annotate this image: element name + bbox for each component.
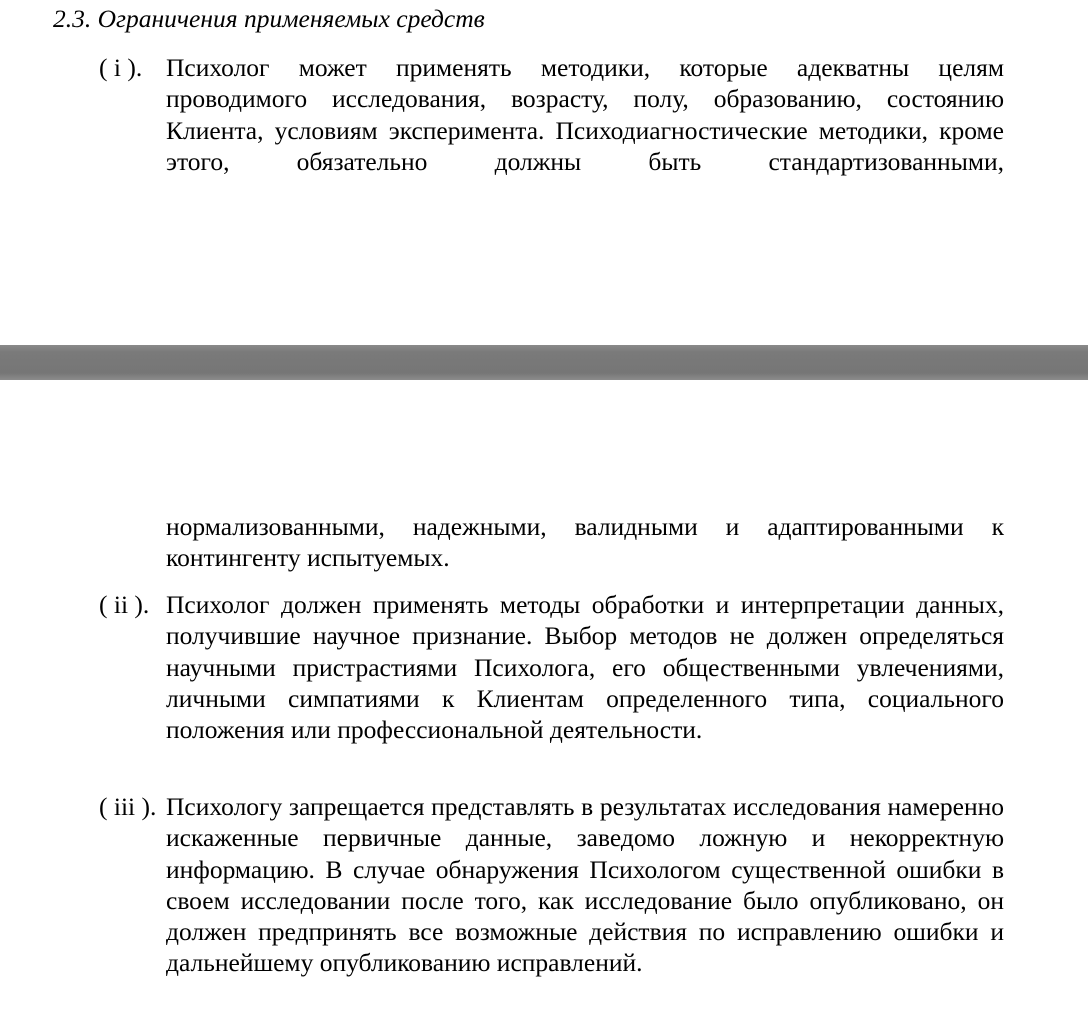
- item-marker-i: ( i ).: [99, 53, 143, 82]
- item-marker-iii: ( iii ).: [99, 792, 157, 821]
- page-separator: [0, 345, 1088, 380]
- item-marker-ii: ( ii ).: [99, 590, 150, 619]
- item-text-i-continued: нормализованными, надежными, валидными и адаптированными к контингенту испытуемых.: [166, 512, 1004, 573]
- section-title: 2.3. Ограничения применяемых средств: [53, 4, 485, 33]
- item-text-ii: Психолог должен применять методы обработки и интерпретации данных, получившие научное признание. Выбор методов не должен определяться научными пристрастиями Психолога, его общественными увлечениями, личными симпатиями к Клиентам определенного типа, социального положения или профессиональной деятельности.: [166, 590, 1004, 745]
- item-text-i-top: Психолог может применять методики, которые адекватны целям проводимого исследования, возрасту, полу, образованию, состоянию Клиента, условиям эксперимента. Психодиагностические методики, кроме этого, обязательно должны быть стандартизованными,: [166, 53, 1004, 176]
- item-text-iii: Психологу запрещается представлять в результатах исследования намеренно искаженные первичные данные, заведомо ложную и некорректную информацию. В случае обнаружения Психологом существенной ошибки в своем исследовании после того, как исследование было опубликовано, он должен предпринять все возможные действия по исправлению ошибки и дальнейшему опубликованию исправлений.: [166, 792, 1004, 978]
